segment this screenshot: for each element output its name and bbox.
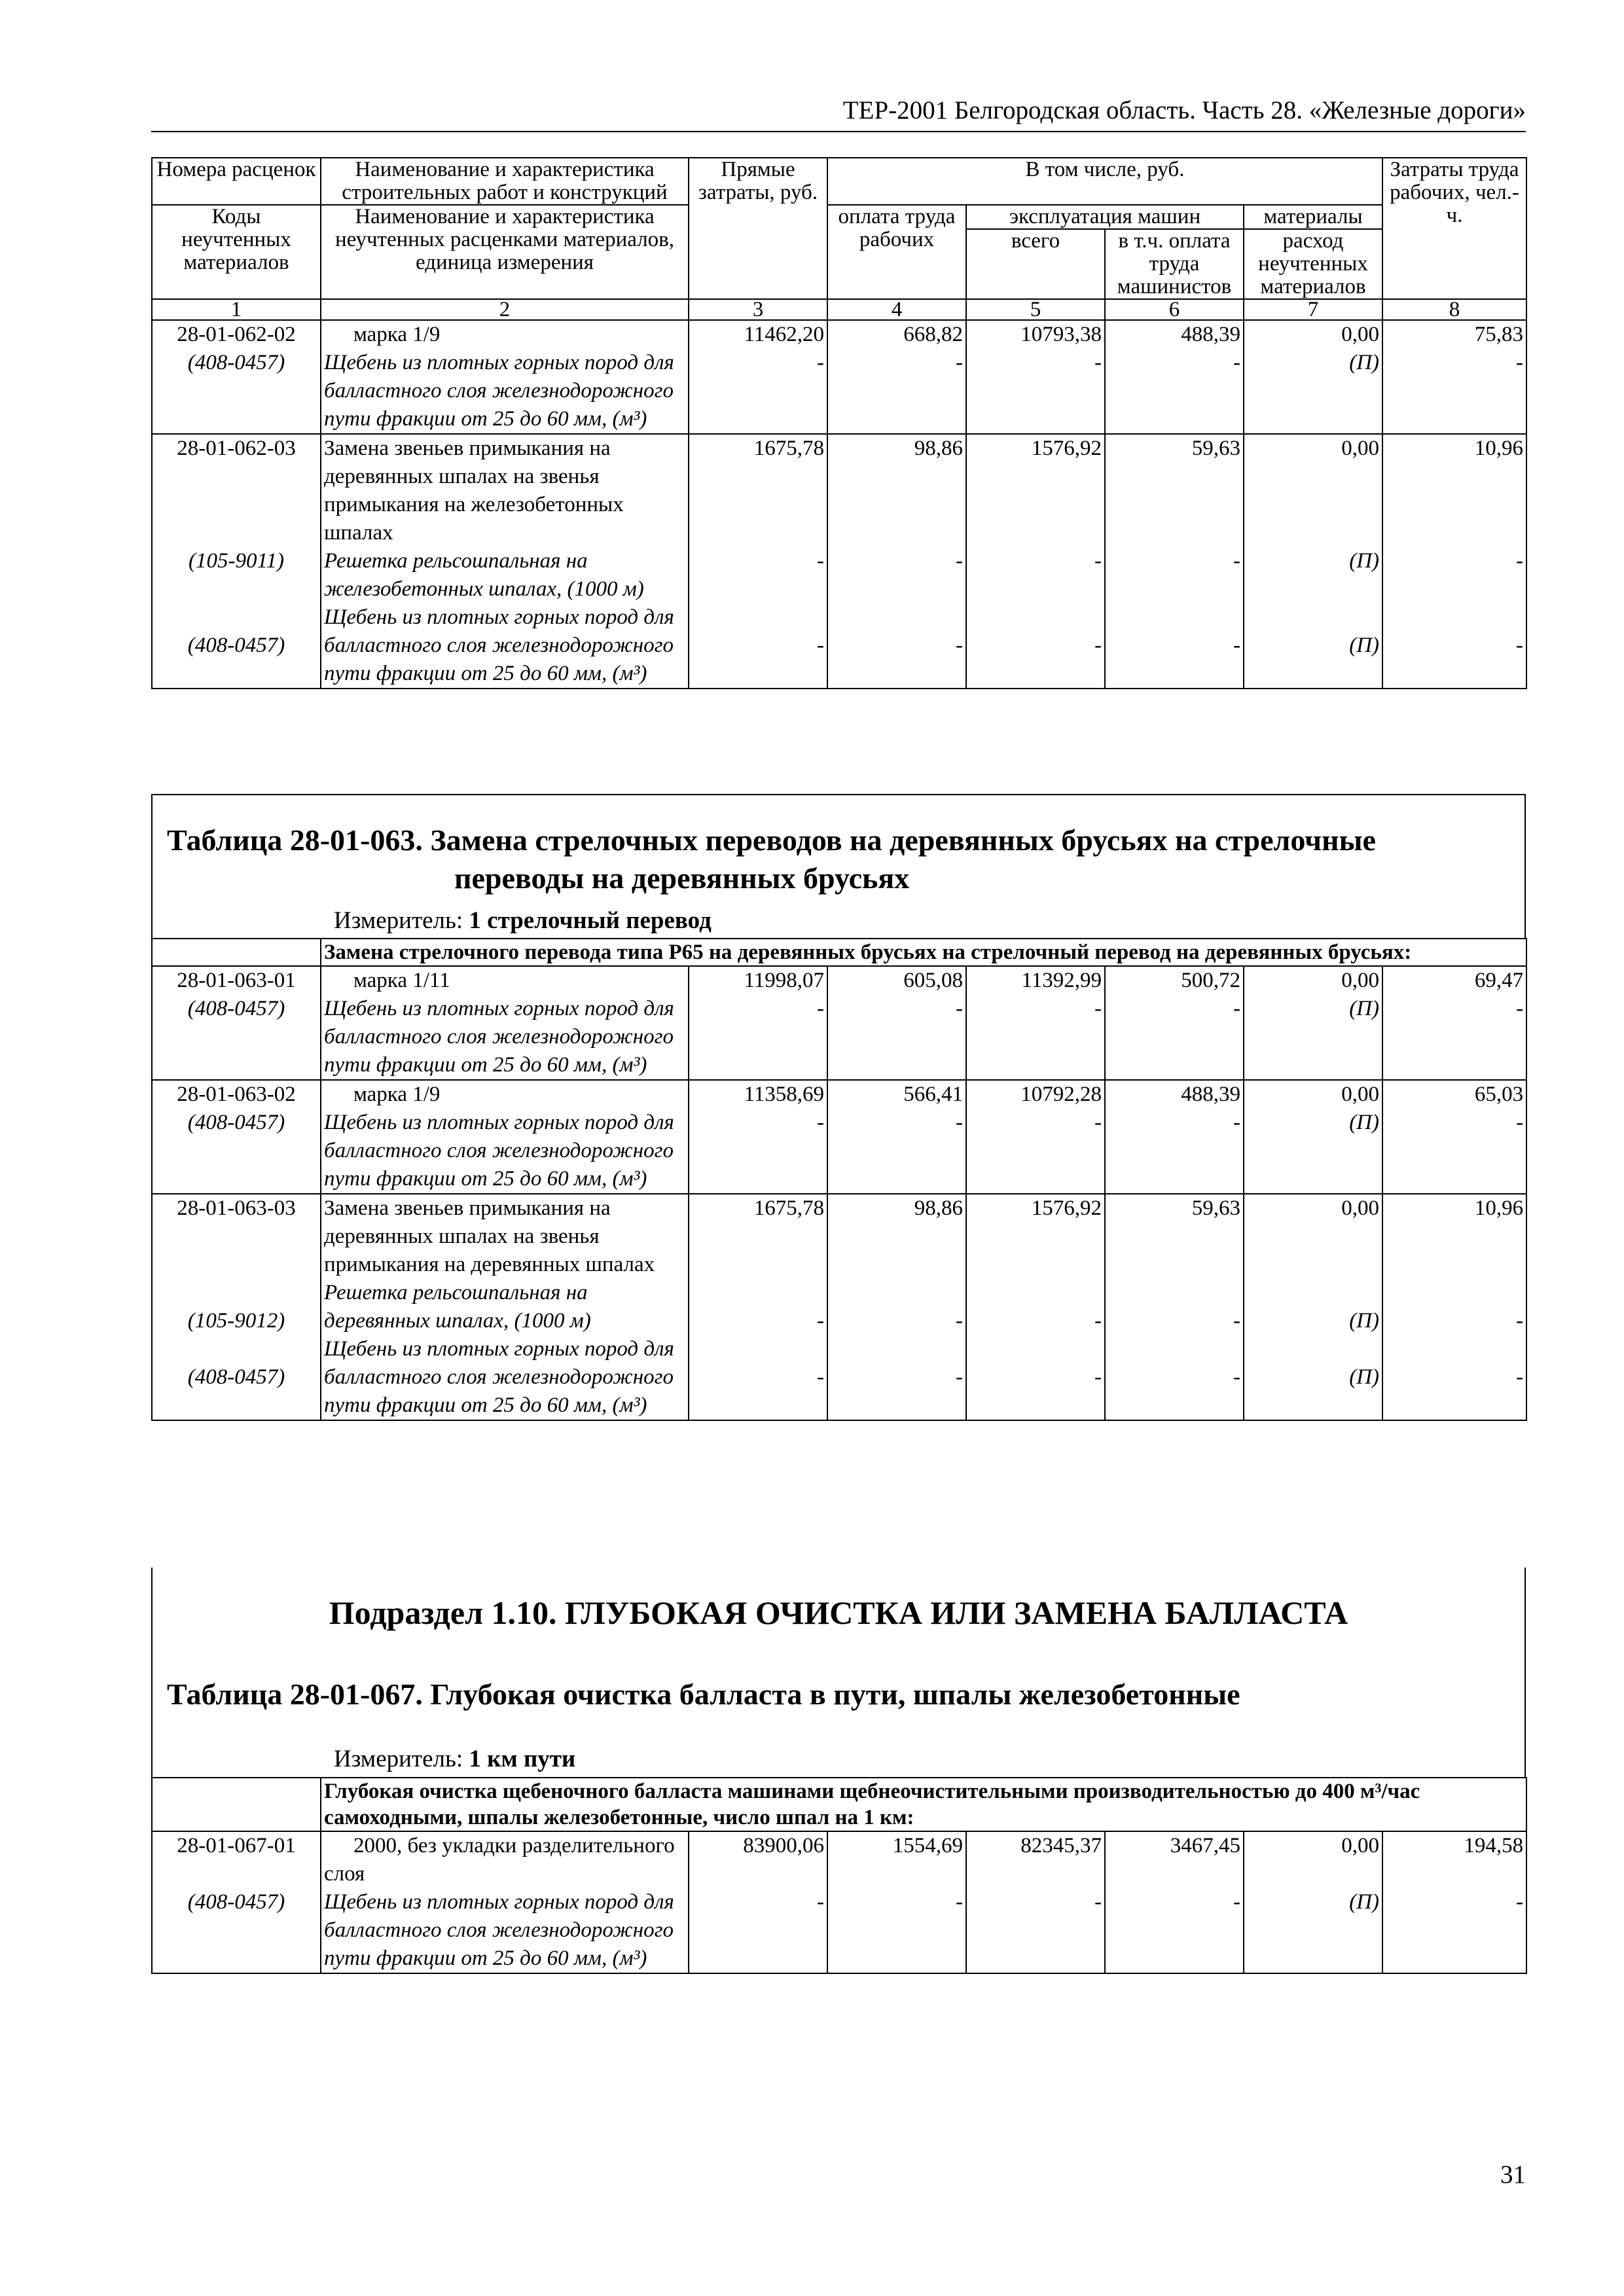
- dash: -: [1516, 1890, 1524, 1914]
- machinist-pay: 488,39: [1181, 1083, 1240, 1106]
- col-machines: эксплуатация машин: [966, 205, 1244, 229]
- col-num: 7: [1244, 299, 1382, 320]
- rates-table-063: [151, 938, 1527, 1421]
- col-including: В том числе, руб.: [827, 158, 1382, 205]
- measure-label: Измеритель:: [334, 1746, 463, 1772]
- table-row: [152, 1080, 1526, 1194]
- col-work-name: Наименование и характеристика строительных работ и конструкций: [321, 158, 689, 205]
- work-name: Замена звеньев примыкания на деревянных шпалах на звенья примыкания на железобетонных шпалах: [324, 437, 624, 545]
- table-row: [152, 1194, 1526, 1420]
- material-name: Щебень из плотных горных пород для балластного слоя железнодорожного пути фракции от 25 до 60 мм, (м³): [324, 1337, 674, 1417]
- worker-pay: 566,41: [903, 1083, 963, 1106]
- col-unaccounted-materials: расход неучтенных материалов: [1244, 229, 1382, 299]
- machinist-pay: 3467,45: [1170, 1834, 1240, 1857]
- unaccounted-mark: (П): [1349, 549, 1380, 573]
- page-number: 31: [1500, 2161, 1526, 2189]
- materials-value: 0,00: [1341, 323, 1380, 346]
- dash: -: [1233, 1111, 1240, 1134]
- table-row: [152, 320, 1526, 434]
- measure-label: Измеритель:: [334, 907, 463, 934]
- dash: -: [817, 1890, 824, 1914]
- dash: -: [956, 1890, 963, 1914]
- table-title-line: переводы на деревянных брусьях: [454, 861, 910, 895]
- material-name: Щебень из плотных горных пород для балластного слоя железнодорожного пути фракции от 25 до 60 мм, (м³): [324, 1890, 674, 1970]
- dash: -: [1094, 1309, 1102, 1333]
- unaccounted-mark: (П): [1349, 1890, 1379, 1914]
- col-direct-costs: Прямые затраты, руб.: [689, 158, 827, 299]
- direct-costs: 11358,69: [744, 1083, 824, 1106]
- labor-hours: 10,96: [1474, 1196, 1524, 1220]
- rates-table-062: [151, 157, 1527, 689]
- dash: -: [956, 634, 963, 657]
- col-num: 3: [689, 299, 827, 320]
- material-name: Щебень из плотных горных пород для балластного слоя железнодорожного пути фракции от 25 до 60 мм, (м³): [324, 605, 674, 685]
- machines-total: 82345,37: [1020, 1834, 1102, 1857]
- measure-value: 1 стрелочный перевод: [469, 907, 712, 934]
- col-worker-pay: оплата труда рабочих: [827, 205, 966, 299]
- dash: -: [1233, 1890, 1240, 1914]
- table-title-line: Таблица 28-01-063. Замена стрелочных переводов на деревянных брусьях на стрелочные: [167, 823, 1376, 857]
- dash: -: [1094, 1365, 1102, 1389]
- worker-pay: 1554,69: [892, 1834, 963, 1857]
- labor-hours: 10,96: [1474, 437, 1524, 460]
- direct-costs: 1675,78: [753, 437, 824, 460]
- table-063-title: [167, 821, 1528, 897]
- dash: -: [1516, 351, 1524, 374]
- machinist-pay: 59,63: [1191, 437, 1240, 460]
- direct-costs: 83900,06: [743, 1834, 824, 1857]
- dash: -: [817, 634, 824, 657]
- material-code: (408-0457): [187, 1365, 285, 1389]
- material-code: (408-0457): [187, 1111, 285, 1134]
- rate-code: 28-01-063-01: [177, 969, 296, 992]
- table-063-measure: [334, 906, 712, 935]
- col-num: 2: [321, 299, 689, 320]
- col-num: 1: [152, 299, 321, 320]
- material-code: (408-0457): [187, 634, 285, 657]
- rate-code: 28-01-062-03: [177, 437, 296, 460]
- machines-total: 10793,38: [1020, 323, 1102, 346]
- work-name: 2000, без укладки разделительного слоя: [324, 1834, 675, 1886]
- col-num: 4: [827, 299, 966, 320]
- dash: -: [1233, 997, 1240, 1020]
- dash: -: [1094, 1111, 1102, 1134]
- material-code: (408-0457): [187, 997, 285, 1020]
- rate-code: 28-01-063-03: [177, 1196, 296, 1220]
- col-materials: материалы: [1244, 205, 1382, 229]
- material-code: (408-0457): [187, 1890, 285, 1914]
- section-title: Подраздел 1.10. ГЛУБОКАЯ ОЧИСТКА ИЛИ ЗАМЕНА БАЛЛАСТА: [329, 1594, 1348, 1631]
- machines-total: 1576,92: [1031, 1196, 1102, 1220]
- machinist-pay: 59,63: [1191, 1196, 1240, 1220]
- col-material-codes: Коды неучтенных материалов: [152, 205, 321, 299]
- dash: -: [1233, 634, 1240, 657]
- table-row: [152, 1831, 1526, 1973]
- table-row: [152, 966, 1526, 1080]
- dash: -: [1233, 1309, 1240, 1333]
- table-067-title: Таблица 28-01-067. Глубокая очистка балласта в пути, шпалы железобетонные: [167, 1677, 1240, 1711]
- dash: -: [817, 351, 824, 374]
- dash: -: [1094, 549, 1102, 573]
- dash: -: [817, 997, 824, 1020]
- machinist-pay: 488,39: [1181, 323, 1240, 346]
- material-name: Щебень из плотных горных пород для балластного слоя железнодорожного пути фракции от 25 до 60 мм, (м³): [324, 1111, 674, 1191]
- materials-value: 0,00: [1341, 437, 1380, 460]
- col-rate-number: Номера расценок: [152, 158, 321, 205]
- col-machinist-pay: в т.ч. оплата труда машинистов: [1105, 229, 1244, 299]
- machines-total: 1576,92: [1031, 437, 1102, 460]
- col-labor: Затраты труда рабочих, чел.-ч.: [1382, 158, 1526, 299]
- materials-value: 0,00: [1341, 969, 1379, 992]
- machinist-pay: 500,72: [1181, 969, 1240, 992]
- direct-costs: 1675,78: [753, 1196, 824, 1220]
- material-name: Решетка рельсошпальная на железобетонных шпалах, (1000 м): [324, 549, 644, 601]
- worker-pay: 98,86: [914, 1196, 963, 1220]
- dash: -: [1233, 1365, 1240, 1389]
- dash: -: [956, 1365, 963, 1389]
- rate-code: 28-01-063-02: [177, 1083, 296, 1106]
- dash: -: [817, 1111, 824, 1134]
- labor-hours: 75,83: [1474, 323, 1524, 346]
- dash: -: [1516, 1309, 1524, 1333]
- col-num: 5: [966, 299, 1105, 320]
- work-name: марка 1/9: [353, 323, 441, 346]
- col-machines-total: всего: [966, 229, 1105, 299]
- header-row-1: [152, 158, 1526, 205]
- material-code: (408-0457): [187, 351, 285, 374]
- machines-total: 11392,99: [1021, 969, 1102, 992]
- work-name: марка 1/9: [353, 1083, 441, 1106]
- dash: -: [1233, 351, 1240, 374]
- dash: -: [956, 351, 963, 374]
- rates-table-067: [151, 1777, 1527, 1974]
- col-num: 6: [1105, 299, 1244, 320]
- material-code: (105-9011): [188, 549, 285, 573]
- unaccounted-mark: (П): [1349, 351, 1380, 374]
- dash: -: [817, 549, 824, 573]
- header-row-2: [152, 205, 1526, 229]
- group-title: Замена стрелочного перевода типа Р65 на деревянных брусьях на стрелочный перевод на деревянных брусьях:: [321, 939, 1526, 966]
- dash: -: [1516, 549, 1524, 573]
- group-row: [152, 939, 1526, 966]
- work-name: Замена звеньев примыкания на деревянных шпалах на звенья примыкания на деревянных шпалах: [324, 1196, 655, 1276]
- material-code: (105-9012): [187, 1309, 285, 1333]
- materials-value: 0,00: [1341, 1083, 1379, 1106]
- unaccounted-mark: (П): [1349, 1365, 1379, 1389]
- materials-value: 0,00: [1341, 1196, 1379, 1220]
- dash: -: [817, 1365, 824, 1389]
- table-row: [152, 434, 1526, 689]
- col-num: 8: [1382, 299, 1526, 320]
- rate-code: 28-01-067-01: [177, 1834, 296, 1857]
- worker-pay: 605,08: [903, 969, 963, 992]
- measure-value: 1 км пути: [469, 1746, 576, 1772]
- page-header: ТЕР-2001 Белгородская область. Часть 28. «Железные дороги»: [842, 96, 1526, 124]
- worker-pay: 98,86: [914, 437, 963, 460]
- dash: -: [1094, 997, 1102, 1020]
- dash: -: [1516, 1365, 1524, 1389]
- header-rule: [151, 131, 1526, 132]
- dash: -: [956, 549, 963, 573]
- unaccounted-mark: (П): [1349, 1111, 1379, 1134]
- unaccounted-mark: (П): [1349, 1309, 1379, 1333]
- unaccounted-mark: (П): [1349, 997, 1379, 1020]
- work-name: марка 1/11: [353, 969, 450, 992]
- material-name: Щебень из плотных горных пород для балластного слоя железнодорожного пути фракции от 25 до 60 мм, (м³): [324, 351, 674, 431]
- dash: -: [956, 1309, 963, 1333]
- col-material-names: Наименование и характеристика неучтенных расценками материалов, единица измерения: [321, 205, 689, 299]
- direct-costs: 11462,20: [744, 323, 824, 346]
- dash: -: [1516, 634, 1524, 657]
- labor-hours: 65,03: [1474, 1083, 1524, 1106]
- table-067-measure: [334, 1744, 575, 1774]
- worker-pay: 668,82: [903, 323, 963, 346]
- dash: -: [1233, 549, 1240, 573]
- dash: -: [1094, 351, 1102, 374]
- dash: -: [956, 1111, 963, 1134]
- material-name: Щебень из плотных горных пород для балластного слоя железнодорожного пути фракции от 25 до 60 мм, (м³): [324, 997, 674, 1077]
- unaccounted-mark: (П): [1349, 634, 1380, 657]
- labor-hours: 194,58: [1464, 1834, 1524, 1857]
- rate-code: 28-01-062-02: [177, 323, 296, 346]
- direct-costs: 11998,07: [744, 969, 824, 992]
- dash: -: [1094, 634, 1102, 657]
- machines-total: 10792,28: [1020, 1083, 1102, 1106]
- column-numbers-row: [152, 299, 1526, 320]
- dash: -: [1516, 997, 1524, 1020]
- group-row: [152, 1778, 1526, 1831]
- group-title: Глубокая очистка щебеночного балласта машинами щебнеочистительными производительностью до 400 м³/час самоходными, шпалы железобетонные, число шпал на 1 км:: [321, 1778, 1526, 1831]
- dash: -: [1516, 1111, 1524, 1134]
- dash: -: [1094, 1890, 1102, 1914]
- materials-value: 0,00: [1341, 1834, 1379, 1857]
- labor-hours: 69,47: [1474, 969, 1524, 992]
- material-name: Решетка рельсошпальная на деревянных шпалах, (1000 м): [324, 1281, 591, 1333]
- dash: -: [817, 1309, 824, 1333]
- dash: -: [956, 997, 963, 1020]
